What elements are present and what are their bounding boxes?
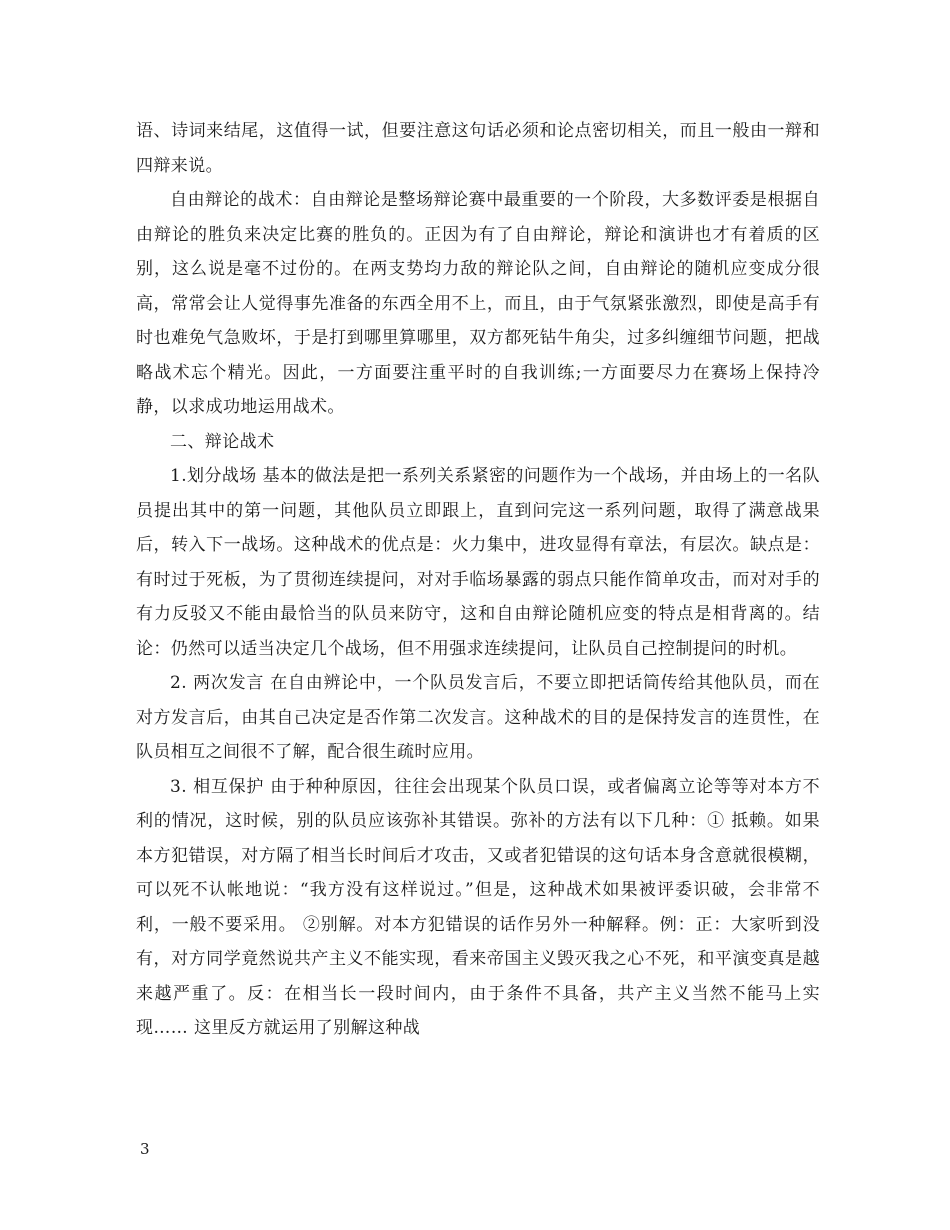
document-body	[136, 114, 820, 1046]
section-heading: 二、辩论战术	[170, 431, 275, 452]
paragraph-free-debate-tactics: 自由辩论的战术：自由辩论是整场辩论赛中最重要的一个阶段，大多数评委是根据自由辩论的胜负来决定比赛的胜负的。正因为有了自由辩论，辩论和演讲也才有着质的区别，这么说是毫不过份的。在两支势均力敌的辩论队之间，自由辩论的随机应变成分很高，常常会让人觉得事先准备的东西全用不上，而且，由于气氛紧张激烈，即使是高手有时也难免气急败坏，于是打到哪里算哪里，双方都死钻牛角尖，过多纠缠细节问题，把战略战术忘个精光。因此，一方面要注重平时的自我训练;一方面要尽力在赛场上保持冷静，以求成功地运用战术。	[136, 190, 820, 417]
page-number: 3	[140, 1140, 150, 1158]
paragraph-tactic-mutual-protection: 3. 相互保护 由于种种原因，往往会出现某个队员口误，或者偏离立论等等对本方不利的情况，这时候，别的队员应该弥补其错误。弥补的方法有以下几种：① 抵赖。如果本方犯错误，对方隔了相当长时间后才攻击，又或者犯错误的这句话本身含意就很模糊，可以死不认帐地说：“我方没有这样说过。”但是，这种战术如果被评委识破，会非常不利，一般不要采用。 ②别解。对本方犯错误的话作另外一种解释。例：正：大家听到没有，对方同学竟然说共产主义不能实现，看来帝国主义毁灭我之心不死，和平演变真是越来越严重了。反：在相当长一段时间内，由于条件不具备，共产主义当然不能马上实现…… 这里反方就运用了别解这种战	[136, 776, 820, 1038]
paragraph-tactic-second-speech: 2. 两次发言 在自由辨论中，一个队员发言后，不要立即把话筒传给其他队员，而在对方发言后，由其自己决定是否作第二次发言。这种战术的目的是保持发言的连贯性，在队员相互之间很不了解，配合很生疏时应用。	[136, 673, 820, 762]
paragraph-tactic-divide-battlefield: 1.划分战场 基本的做法是把一系列关系紧密的问题作为一个战场，并由场上的一名队员提出其中的第一问题，其他队员立即跟上，直到问完这一系列问题，取得了满意战果后，转入下一战场。这种战术的优点是：火力集中，进攻显得有章法，有层次。缺点是：有时过于死板，为了贯彻连续提问，对对手临场暴露的弱点只能作简单攻击，而对对手的有力反驳又不能由最恰当的队员来防守，这和自由辩论随机应变的特点是相背离的。结论：仍然可以适当决定几个战场，但不用强求连续提问，让队员自己控制提问的时机。	[136, 466, 820, 659]
paragraph-continuation: 语、诗词来结尾，这值得一试，但要注意这句话必须和论点密切相关，而且一般由一辩和四辩来说。	[136, 121, 820, 176]
